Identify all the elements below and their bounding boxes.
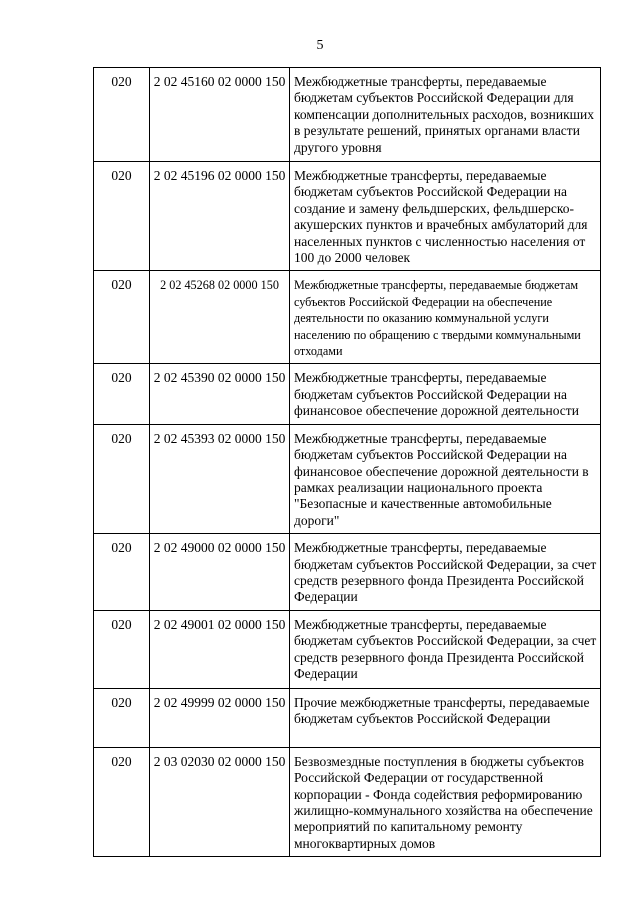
revenue-code-cell: 2 02 49000 02 0000 150 [150, 534, 290, 611]
revenue-code-cell: 2 02 45393 02 0000 150 [150, 424, 290, 533]
table-row [94, 162, 601, 271]
description-cell: Межбюджетные трансферты, передаваемые бюджетам субъектов Российской Федерации на финансовое обеспечение дорожной деятельности [290, 364, 601, 424]
table-row [94, 688, 601, 747]
revenue-codes-table [93, 67, 601, 857]
revenue-code-cell: 2 02 45390 02 0000 150 [150, 364, 290, 424]
table-row [94, 271, 601, 364]
admin-code-cell: 020 [94, 747, 150, 856]
description-cell: Межбюджетные трансферты, передаваемые бюджетам субъектов Российской Федерации, за счет средств резервного фонда Президента Российской Федерации [290, 610, 601, 688]
table-row [94, 534, 601, 611]
revenue-code-cell: 2 02 49999 02 0000 150 [150, 688, 290, 747]
table-row [94, 747, 601, 856]
admin-code-cell: 020 [94, 364, 150, 424]
table-row [94, 610, 601, 688]
description-cell: Межбюджетные трансферты, передаваемые бюджетам субъектов Российской Федерации для компенсации дополнительных расходов, возникших в результате решений, принятых органами власти другого уровня [290, 68, 601, 162]
page-number: 5 [316, 38, 324, 53]
admin-code-cell: 020 [94, 424, 150, 533]
admin-code-cell: 020 [94, 271, 150, 364]
revenue-code-cell: 2 02 45268 02 0000 150 [150, 271, 290, 364]
description-cell: Межбюджетные трансферты, передаваемые бюджетам субъектов Российской Федерации на обеспечение деятельности по оказанию коммунальной услуги населению по обращению с твердыми коммунальными отходами [290, 271, 601, 364]
description-cell: Безвозмездные поступления в бюджеты субъектов Российской Федерации от государственной корпорации - Фонда содействия реформированию жилищно-коммунального хозяйства на обеспечение мероприятий по капитальному ремонту многоквартирных домов [290, 747, 601, 856]
admin-code-cell: 020 [94, 610, 150, 688]
revenue-code-cell: 2 02 45196 02 0000 150 [150, 162, 290, 271]
table-row [94, 68, 601, 162]
admin-code-cell: 020 [94, 534, 150, 611]
description-cell: Межбюджетные трансферты, передаваемые бюджетам субъектов Российской Федерации, за счет средств резервного фонда Президента Российской Федерации [290, 534, 601, 611]
table-row [94, 424, 601, 533]
admin-code-cell: 020 [94, 68, 150, 162]
revenue-code-cell: 2 02 45160 02 0000 150 [150, 68, 290, 162]
description-cell: Прочие межбюджетные трансферты, передаваемые бюджетам субъектов Российской Федерации [290, 688, 601, 747]
admin-code-cell: 020 [94, 688, 150, 747]
admin-code-cell: 020 [94, 162, 150, 271]
revenue-code-cell: 2 02 49001 02 0000 150 [150, 610, 290, 688]
table-row [94, 364, 601, 424]
description-cell: Межбюджетные трансферты, передаваемые бюджетам субъектов Российской Федерации на создание и замену фельдшерских, фельдшерско-акушерских пунктов и врачебных амбулаторий для населенных пунктов с численностью населения от 100 до 2000 человек [290, 162, 601, 271]
description-cell: Межбюджетные трансферты, передаваемые бюджетам субъектов Российской Федерации на финансовое обеспечение дорожной деятельности в рамках реализации национального проекта "Безопасные и качественные автомобильные дороги" [290, 424, 601, 533]
revenue-code-cell: 2 03 02030 02 0000 150 [150, 747, 290, 856]
